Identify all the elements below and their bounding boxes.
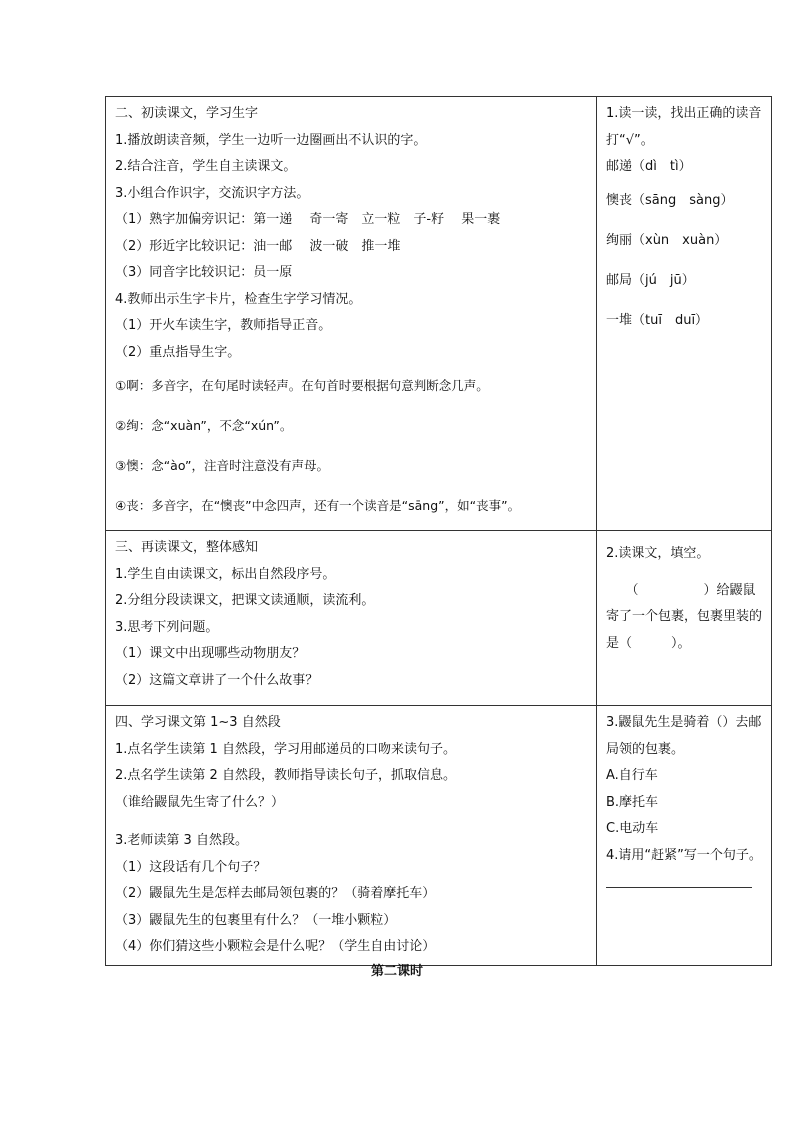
section-heading: 二、初读课文，学习生字 [115, 106, 259, 121]
step-line: 1.点名学生读第 1 自然段，学习用邮递员的口吻来读句子。 [115, 741, 456, 757]
step-line: （4）你们猜这些小颗粒会是什么呢？（学生自由讨论） [115, 939, 436, 954]
choice-option: A.自行车 [606, 768, 658, 783]
step-line: （2）形近字比较识记：油一邮 波一破 推一堆 [115, 238, 401, 254]
step-line: （1）课文中出现哪些动物朋友？ [115, 646, 306, 661]
section-row [106, 531, 772, 706]
note-line: ①啊：多音字，在句尾时读轻声。在句首时要根据句意判断念几声。 [115, 378, 489, 393]
exercise-cell [597, 706, 772, 966]
step-line: 4.教师出示生字卡片，检查生字学习情况。 [115, 291, 362, 307]
step-line: 3.小组合作识字，交流识字方法。 [115, 185, 310, 201]
teaching-steps-cell [106, 97, 597, 531]
teaching-steps-cell [106, 706, 597, 966]
exercise-item: 绚丽（xùn xuàn） [606, 232, 728, 248]
choice-option: C.电动车 [606, 821, 659, 836]
step-line: 1.播放朗读音频，学生一边听一边圈画出不认识的字。 [115, 132, 427, 148]
answer-blank-line [606, 887, 752, 888]
exercise-item: 邮递（dì tì） [606, 159, 692, 174]
step-line: （2）鼹鼠先生是怎样去邮局领包裹的？（骑着摩托车） [115, 886, 436, 901]
exercise-cell [597, 531, 772, 706]
step-line: （谁给鼹鼠先生寄了什么？） [115, 794, 285, 810]
note-line: ②绚：念“xuàn”，不念“xún”。 [115, 418, 293, 433]
step-line: 1.学生自由读课文，标出自然段序号。 [115, 566, 336, 582]
step-line: 2.分组分段读课文，把课文读通顺，读流利。 [115, 593, 375, 608]
section-row [106, 97, 772, 531]
section-row [106, 706, 772, 966]
exercise-question: 2.读课文，填空。 [606, 546, 710, 561]
exercise-item: 邮局（jú jū） [606, 272, 695, 288]
step-line: （2）这篇文章讲了一个什么故事？ [115, 672, 319, 688]
exercise-cell [597, 97, 772, 531]
step-line: （3）鼹鼠先生的包裹里有什么？（一堆小颗粒） [115, 912, 397, 928]
exercise-question: 4.请用“赶紧”写一个句子。 [606, 847, 762, 863]
step-line: 3.老师读第 3 自然段。 [115, 833, 248, 848]
exercise-question: 3.鼹鼠先生是骑着（）去邮局领的包裹。 [606, 715, 762, 757]
step-line: （2）重点指导生字。 [115, 344, 241, 360]
note-line: ③懊：念“ào”，注音时注意没有声母。 [115, 458, 330, 473]
step-line: 2.点名学生读第 2 自然段，教师指导读长句子，抓取信息。 [115, 768, 456, 783]
exercise-question: 1.读一读，找出正确的读音打“√”。 [606, 106, 762, 148]
note-line: ④丧：多音字，在“懊丧”中念四声，还有一个读音是“sāng”，如“丧事”。 [115, 498, 521, 513]
fill-blank-sentence: （ ）给鼹鼠寄了一个包裹，包裹里装的是（ ）。 [606, 582, 763, 651]
choice-option: B.摩托车 [606, 794, 659, 810]
step-line: （1）开火车读生字，教师指导正音。 [115, 318, 332, 333]
section-heading: 三、再读课文，整体感知 [115, 540, 259, 555]
exercise-item: 一堆（tuī duī） [606, 312, 709, 328]
step-line: （1）这段话有几个句子？ [115, 859, 267, 875]
exercise-item: 懊丧（sāng sàng） [606, 192, 734, 208]
lesson-period-title: 第二课时 [370, 964, 423, 979]
teaching-steps-cell [106, 531, 597, 706]
step-line: （3）同音字比较识记：员一原 [115, 265, 293, 280]
step-line: 2.结合注音，学生自主读课文。 [115, 159, 297, 174]
section-heading: 四、学习课文第 1~3 自然段 [115, 715, 281, 730]
lesson-plan-table [105, 96, 772, 966]
step-line: 3.思考下列问题。 [115, 619, 219, 635]
step-line: （1）熟字加偏旁识记：第一递 奇一寄 立一粒 子-籽 果一裹 [115, 212, 501, 227]
